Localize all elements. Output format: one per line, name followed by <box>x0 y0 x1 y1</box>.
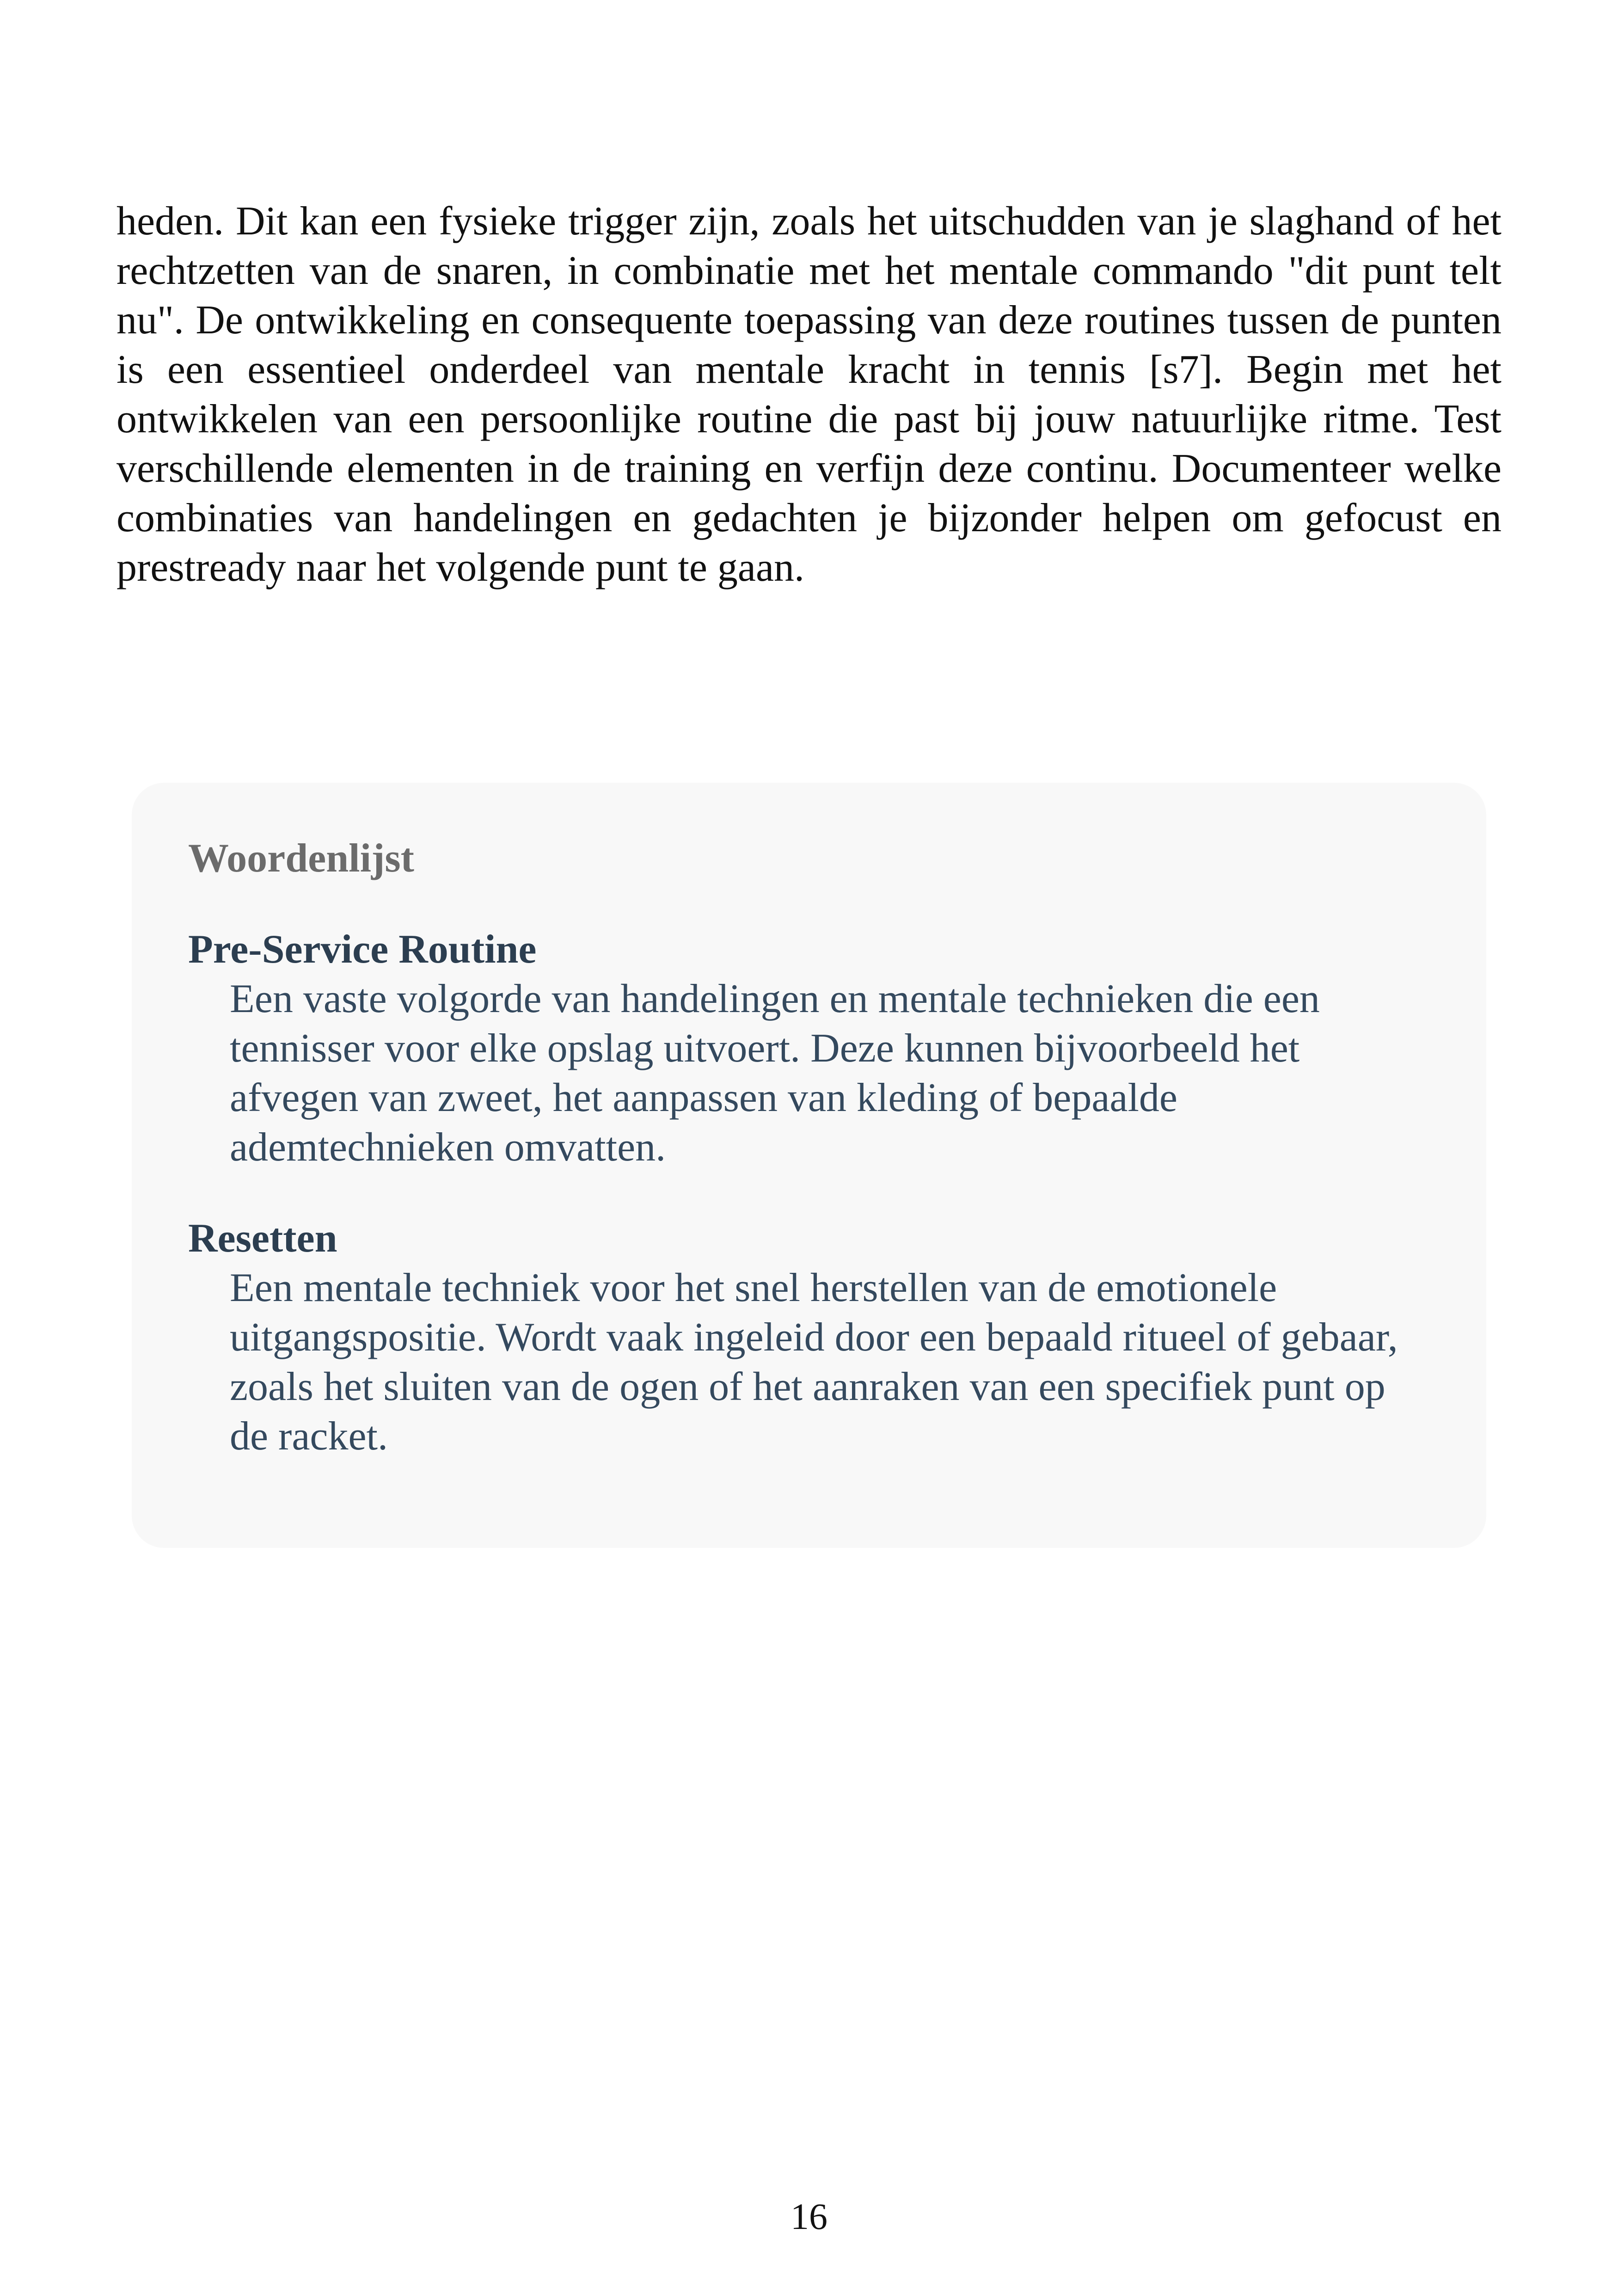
glossary-definition: Een mentale techniek voor het snel herstellen van de emotionele uitgangspositie. Wordt vaak ingeleid door een bepaald ritueel of gebaar, zoals het sluiten van de ogen of het aanraken van een specifiek punt op de racket. <box>230 1265 1398 1459</box>
glossary-title: Woordenlijst <box>188 836 414 881</box>
glossary-entry-resetten <box>188 1214 1428 1461</box>
glossary-definition: Een vaste volgorde van handelingen en mentale technieken die een tennisser voor elke opslag uitvoert. Deze kunnen bijvoorbeeld het afvegen van zweet, het aanpassen van kleding of bepaalde ademtechnieken omvatten. <box>230 976 1320 1170</box>
body-paragraph: heden. Dit kan een fysieke trigger zijn, zoals het uitschudden van je slaghand of het rechtzetten van de snaren, in combinatie met het mentale commando "dit punt telt nu". De ontwikkeling en consequente toepassing van deze routines tussen de punten is een essentieel onderdeel van mentale kracht in tennis [s7]. Begin met het ontwikkelen van een persoonlijke routine die past bij jouw natuurlijke ritme. Test verschillende elementen in de training en verfijn deze continu. Documenteer welke combinaties van handelingen en gedachten je bijzonder helpen om gefocust en prestready naar het volgende punt te gaan. <box>116 199 1502 590</box>
glossary-term: Pre-Service Routine <box>188 927 537 972</box>
page-number: 16 <box>791 2197 827 2237</box>
glossary-term: Resetten <box>188 1216 337 1261</box>
glossary-box <box>132 783 1486 1548</box>
glossary-entry-pre-service-routine <box>188 925 1428 1172</box>
